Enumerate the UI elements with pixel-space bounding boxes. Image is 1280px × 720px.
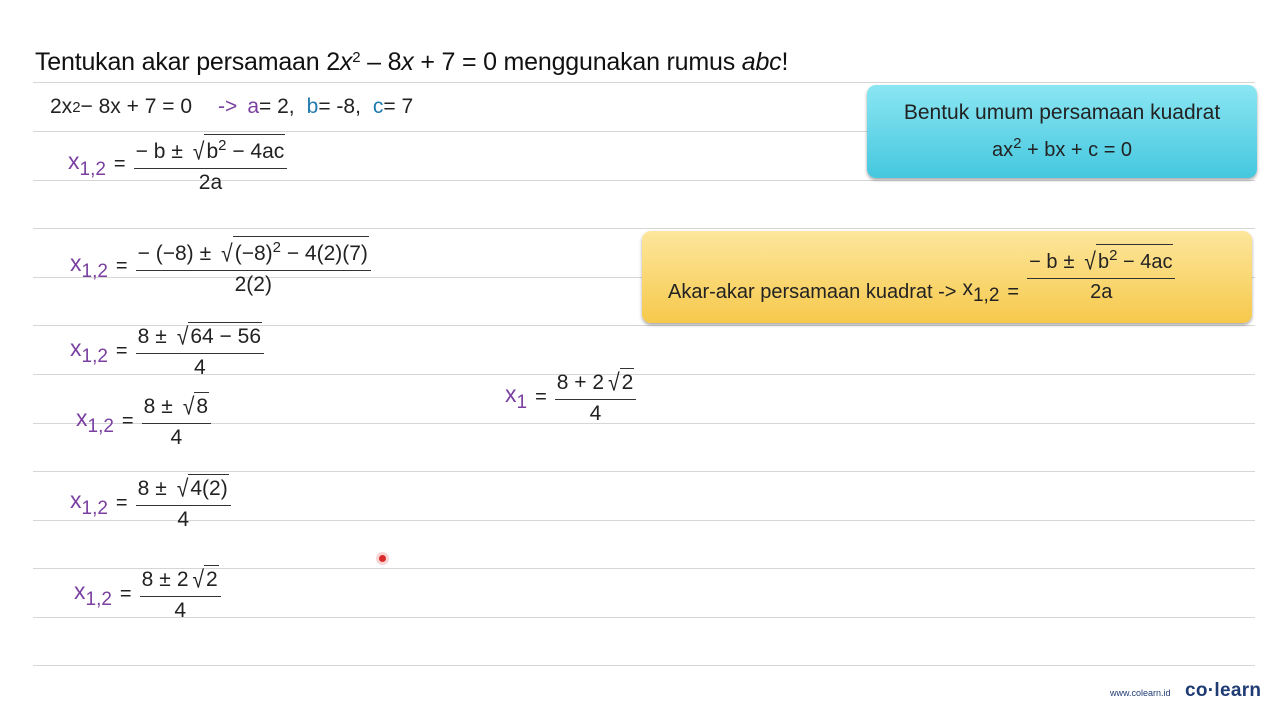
lhs-x12: $x_{1,2}$ bbox=[70, 250, 108, 282]
x1-result: $x_1$ = 8 + 2 √ 2 4 bbox=[505, 368, 636, 426]
ruled-line bbox=[33, 471, 1255, 472]
lhs-x12: $x_{1,2}$ bbox=[76, 404, 114, 437]
fraction: 8 ± √ 4(2) 4 bbox=[136, 474, 231, 532]
sqrt-symbol: √ 8 bbox=[182, 393, 209, 421]
ruled-line bbox=[33, 665, 1255, 666]
sqrt-symbol: √ 64 − 56 bbox=[176, 323, 262, 351]
formula-step-4: $x_{1,2}$ = 8 ± √ 8 4 bbox=[76, 392, 211, 450]
sqrt-symbol: √ 2 bbox=[608, 369, 634, 397]
lhs-x1: $x_1$ bbox=[505, 380, 528, 413]
formula-step-1: $x_{1,2}$ = − b ± √ $b^2 - 4ac$ 2a bbox=[68, 134, 287, 195]
sqrt-symbol: √ 4(2) bbox=[176, 475, 228, 503]
callout-heading: Bentuk umum persamaan kuadrat bbox=[903, 101, 1221, 124]
sqrt-symbol: √ $(-8)^2 - 4(2)(7)$ bbox=[221, 236, 369, 266]
footer-url: www.colearn.id bbox=[1110, 688, 1171, 698]
ruled-line bbox=[33, 82, 1255, 83]
problem-title: Tentukan akar persamaan $2x^2 - 8x + 7 = 0$ menggunakan rumus abc! bbox=[35, 48, 789, 76]
formula-step-6: $x_{1,2}$ = 8 ± 2 √ 2 4 bbox=[74, 565, 221, 623]
sqrt-symbol: √ 2 bbox=[192, 566, 218, 594]
roots-formula-callout: Akar-akar persamaan kuadrat -> $x_{1,2}$ = − b ± √ $b^2 - 4ac$ 2a bbox=[642, 231, 1252, 323]
fraction: 8 ± √ 8 4 bbox=[142, 392, 211, 450]
fraction: 8 ± 2 √ 2 4 bbox=[140, 565, 221, 623]
fraction: − b ± √ $b^2 - 4ac$ 2a bbox=[134, 134, 288, 195]
lhs-x12: $x_{1,2}$ bbox=[70, 334, 108, 367]
ruled-line bbox=[33, 228, 1255, 229]
fraction: 8 + 2 √ 2 4 bbox=[555, 368, 637, 426]
fraction: 8 ± √ 64 − 56 4 bbox=[136, 322, 264, 380]
sqrt-symbol: √ $b^2 - 4ac$ bbox=[1084, 244, 1173, 274]
formula-step-3: $x_{1,2}$ = 8 ± √ 64 − 56 4 bbox=[70, 322, 264, 380]
formula-step-2: $x_{1,2}$ = − (−8) ± √ $(-8)^2 - 4(2)(7)$ 2(2) bbox=[70, 236, 371, 297]
lhs-x12: $x_{1,2}$ bbox=[962, 277, 1000, 306]
general-form-callout bbox=[867, 85, 1257, 178]
lhs-x12: $x_{1,2}$ bbox=[70, 486, 108, 519]
sqrt-symbol: √ $b^2 - 4ac$ bbox=[193, 134, 285, 164]
ruled-line bbox=[33, 423, 1255, 424]
pointer-cursor-icon bbox=[376, 552, 389, 565]
fraction: − (−8) ± √ $(-8)^2 - 4(2)(7)$ 2(2) bbox=[136, 236, 371, 297]
lhs-x12: $x_{1,2}$ bbox=[74, 577, 112, 610]
lhs-x12: $x_{1,2}$ bbox=[68, 148, 106, 180]
brand-logo: co·learn bbox=[1185, 680, 1262, 701]
formula-step-5: $x_{1,2}$ = 8 ± √ 4(2) 4 bbox=[70, 474, 231, 532]
coefficients-row: 2x 2 − 8x + 7 = 0 -> a = 2, b = -8, c = 7 bbox=[50, 95, 414, 118]
callout-label: Akar-akar persamaan kuadrat -> bbox=[668, 280, 957, 303]
general-form-equation: $ax^2$ + bx + c = 0 bbox=[991, 135, 1133, 161]
fraction: − b ± √ $b^2 - 4ac$ 2a bbox=[1027, 244, 1175, 304]
